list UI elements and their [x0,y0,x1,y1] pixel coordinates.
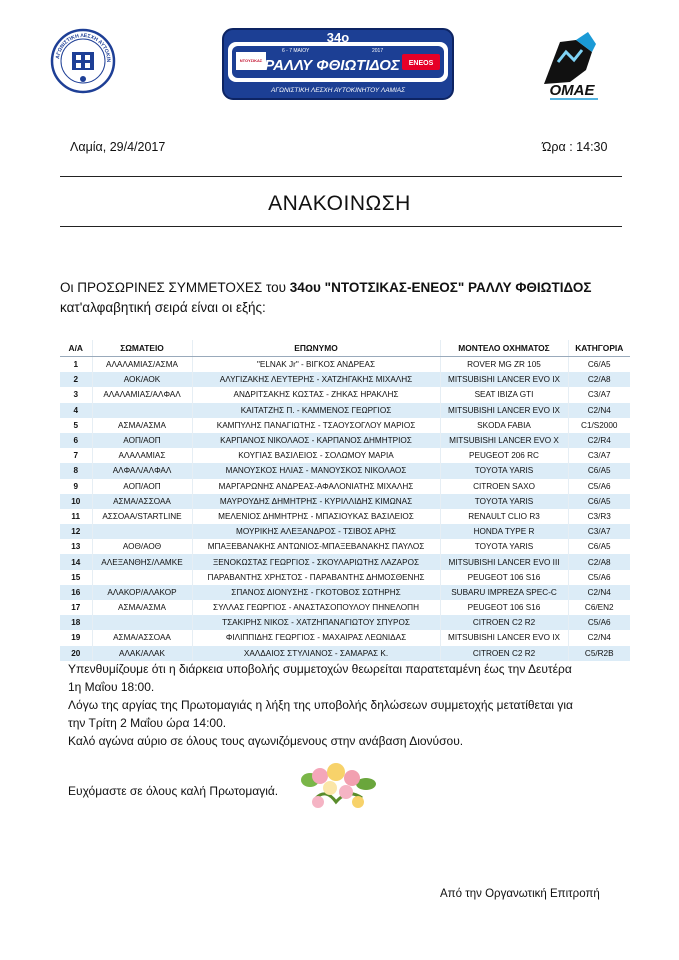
omae-logo [530,22,614,106]
table-row [60,600,630,615]
intro-line-1 [60,278,630,298]
cell-number: 8 [60,463,92,478]
cell-club: ΑΛΕΞΑΝΘΗΣ/ΛΑΜΚΕ [92,554,192,569]
document-date: Λαμία, 29/4/2017 [70,140,166,154]
document-time: Ώρα : 14:30 [542,140,608,154]
table-row [60,509,630,524]
cell-crew: ΧΑΛΔΑΙΟΣ ΣΤΥΛΙΑΝΟΣ - ΣΑΜΑΡΑΣ Κ. [192,646,440,661]
cell-category: C5/A6 [568,570,630,585]
note-line-3: Λόγω της αργίας της Πρωτομαγιάς η λήξη της υποβολής δηλώσεων συμμετοχής μετατίθεται για [68,698,573,712]
intro-bold: 34ου [289,280,321,295]
cell-number: 12 [60,524,92,539]
note-line-4: την Τρίτη 2 Μαΐου ώρα 14:00. [68,716,227,730]
table-row [60,615,630,630]
cell-car-model: TOYOTA YARIS [440,463,568,478]
cell-crew: ΚΑΡΠΑΝΟΣ ΝΙΚΟΛΑΟΣ - ΚΑΡΠΑΝΟΣ ΔΗΜΗΤΡΙΟΣ [192,433,440,448]
cell-car-model: SEAT IBIZA GTI [440,387,568,402]
cell-crew: "ELNAK Jr" - ΒΙΓΚΟΣ ΑΝΔΡΕΑΣ [192,357,440,373]
cell-category: C5/R2B [568,646,630,661]
cell-club [92,524,192,539]
cell-category: C3/R3 [568,509,630,524]
table-body [60,357,630,661]
cell-category: C2/N4 [568,630,630,645]
cell-car-model: ROVER MG ZR 105 [440,357,568,373]
omae-logo-icon [530,22,614,106]
cell-crew: ΜΕΛΕΝΙΟΣ ΔΗΜΗΤΡΗΣ - ΜΠΑΣΙΟΥΚΑΣ ΒΑΣΙΛΕΙΟΣ [192,509,440,524]
cell-category: C2/N4 [568,585,630,600]
cell-number: 6 [60,433,92,448]
cell-number: 15 [60,570,92,585]
cell-crew: ΜΑΥΡΟΥΔΗΣ ΔΗΜΗΤΡΗΣ - ΚΥΡΙΛΛΙΔΗΣ ΚΙΜΩΝΑΣ [192,494,440,509]
rally-banner-logo [222,28,454,100]
cell-category: C2/A8 [568,372,630,387]
cell-club: ΑΛΦΑΛ/ΑΛΦΑΛ [92,463,192,478]
table-row [60,494,630,509]
cell-car-model: PEUGEOT 106 S16 [440,600,568,615]
banner-year: 2017 [372,48,384,54]
cell-number: 5 [60,418,92,433]
table-row [60,524,630,539]
cell-club [92,570,192,585]
cell-car-model: RENAULT CLIO R3 [440,509,568,524]
table-header-row [60,340,630,357]
header-club: ΣΩΜΑΤΕΙΟ [92,340,192,357]
header-category: ΚΑΤΗΓΟΡΙΑ [568,340,630,357]
cell-club: ΑΛΑΛΑΜΙΑΣ/ΑΣΜΑ [92,357,192,373]
cell-car-model: PEUGEOT 106 S16 [440,570,568,585]
cell-car-model: MITSUBISHI LANCER EVO IX [440,403,568,418]
header-car-model: ΜΟΝΤΕΛΟ ΟΧΗΜΑΤΟΣ [440,340,568,357]
cell-category: C2/A8 [568,554,630,569]
cell-number: 4 [60,403,92,418]
banner-dates: 6 - 7 ΜΑΙΟΥ [282,48,310,54]
cell-crew: ΦΙΛΙΠΠΙΔΗΣ ΓΕΩΡΓΙΟΣ - ΜΑΧΑΙΡΑΣ ΛΕΩΝΙΔΑΣ [192,630,440,645]
cell-number: 10 [60,494,92,509]
cell-car-model: SKODA FABIA [440,418,568,433]
cell-club: ΑΣΜΑ/ΑΣΜΑ [92,418,192,433]
banner-edition: 34ο [326,30,350,45]
club-seal-text: ΑΓΩΝΙΣΤΙΚΗ ΛΕΣΧΗ ΑΥΤΟΚΙΝ [55,32,112,63]
cell-club: ΑΛΑΛΑΜΙΑΣ/ΑΛΦΑΛ [92,387,192,402]
table-row [60,630,630,645]
entries-table-wrapper [60,340,630,661]
document-title: ΑΝΑΚΟΙΝΩΣΗ [268,192,411,215]
cell-crew: ΚΟΥΓΙΑΣ ΒΑΣΙΛΕΙΟΣ - ΣΟΛΩΜΟΥ ΜΑΡΙΑ [192,448,440,463]
note-line-1: Υπενθυμίζουμε ότι η διάρκεια υποβολής συμμετοχών θεωρείται παρατεταμένη έως την Δευτέρα [68,662,572,676]
cell-car-model: MITSUBISHI LANCER EVO IX [440,630,568,645]
cell-car-model: CITROEN C2 R2 [440,615,568,630]
cell-category: C6/A5 [568,463,630,478]
cell-category: C6/A5 [568,494,630,509]
cell-crew: ΣΠΑΝΟΣ ΔΙΟΝΥΣΗΣ - ΓΚΟΤΟΒΟΣ ΣΩΤΗΡΗΣ [192,585,440,600]
table-row [60,433,630,448]
cell-category: C5/A6 [568,615,630,630]
cell-number: 16 [60,585,92,600]
table-row [60,387,630,402]
cell-car-model: HONDA TYPE R [440,524,568,539]
divider-top [60,176,622,177]
cell-category: C2/R4 [568,433,630,448]
note-line-5: Καλό αγώνα αύριο σε όλους τους αγωνιζόμενους στην ανάβαση Διονύσου. [68,734,464,748]
cell-number: 11 [60,509,92,524]
cell-club: ΑΣΣΟΑΑ/STARTLINE [92,509,192,524]
cell-number: 13 [60,539,92,554]
intro-part-2: "ΝΤΟΤΣΙΚΑΣ-ΕΝΕΟΣ" ΡΑΛΛΥ ΦΘΙΩΤΙΔΟΣ [320,280,592,295]
cell-crew: ΜΑΝΟΥΣΚΟΣ ΗΛΙΑΣ - ΜΑΝΟΥΣΚΟΣ ΝΙΚΟΛΑΟΣ [192,463,440,478]
cell-crew: ΜΑΡΓΑΡΩΝΗΣ ΑΝΔΡΕΑΣ-ΑΦΑΛΟΝΙΑΤΗΣ ΜΙΧΑΛΗΣ [192,479,440,494]
header-number: Α/Α [60,340,92,357]
cell-category: C2/N4 [568,403,630,418]
cell-car-model: CITROEN C2 R2 [440,646,568,661]
cell-number: 1 [60,357,92,373]
table-row [60,403,630,418]
cell-club: ΑΣΜΑ/ΑΣΜΑ [92,600,192,615]
club-seal-icon [50,28,116,94]
cell-club: ΑΛΑΚ/ΑΛΑΚ [92,646,192,661]
cell-category: C5/A6 [568,479,630,494]
cell-crew: ΚΑΜΠΥΛΗΣ ΠΑΝΑΓΙΩΤΗΣ - ΤΣΑΟΥΣΟΓΛΟΥ ΜΑΡΙΟΣ [192,418,440,433]
cell-crew: ΤΣΑΚΙΡΗΣ ΝΙΚΟΣ - ΧΑΤΖΗΠΑΝΑΓΙΩΤΟΥ ΣΠΥΡΟΣ [192,615,440,630]
divider-bottom [60,226,622,227]
table-row [60,372,630,387]
table-row [60,646,630,661]
intro-paragraph [60,278,630,318]
intro-part-1: Οι ΠΡΟΣΩΡΙΝΕΣ ΣΥΜΜΕΤΟΧΕΣ του [60,280,290,295]
table-row [60,570,630,585]
cell-category: C3/A7 [568,387,630,402]
table-row [60,539,630,554]
cell-category: C3/A7 [568,524,630,539]
wish-text: Ευχόμαστε σε όλους καλή Πρωτομαγιά. [68,784,279,798]
cell-car-model: MITSUBISHI LANCER EVO IX [440,372,568,387]
cell-category: C6/A5 [568,357,630,373]
omae-logo-text: ΟΜΑΕ [549,82,595,99]
cell-crew: ΚΑΙΤΑΤΖΗΣ Π. - ΚΑΜΜΕΝΟΣ ΓΕΩΡΓΙΟΣ [192,403,440,418]
signature: Από την Οργανωτική Επιτροπή [440,888,600,900]
banner-sponsor-left: ΝΤΟΥΣΙΚΑΣ [239,58,263,63]
table-row [60,357,630,373]
table-row [60,585,630,600]
club-seal-logo [50,28,116,94]
intro-line-2: κατ'αλφαβητική σειρά είναι οι εξής: [60,300,266,315]
cell-club: ΑΟΚ/ΑΟΚ [92,372,192,387]
cell-number: 19 [60,630,92,645]
header-crew: ΕΠΩΝΥΜΟ [192,340,440,357]
cell-category: C6/EN2 [568,600,630,615]
cell-number: 9 [60,479,92,494]
cell-car-model: MITSUBISHI LANCER EVO X [440,433,568,448]
cell-club: ΑΟΠ/ΑΟΠ [92,433,192,448]
cell-car-model: SUBARU IMPREZA SPEC-C [440,585,568,600]
table-row [60,448,630,463]
banner-name: ΡΑΛΛΥ ΦΘΙΩΤΙΔΟΣ [264,57,400,74]
cell-club: ΑΣΜΑ/ΑΣΣΟΑΑ [92,630,192,645]
cell-club: ΑΟΠ/ΑΟΠ [92,479,192,494]
cell-car-model: TOYOTA YARIS [440,539,568,554]
cell-club: ΑΛΑΚΟΡ/ΑΛΑΚΟΡ [92,585,192,600]
banner-subtitle: ΑΓΩΝΙΣΤΙΚΗ ΛΕΣΧΗ ΑΥΤΟΚΙΝΗΤΟΥ ΛΑΜΙΑΣ [270,87,406,94]
table-row [60,463,630,478]
cell-category: C6/A5 [568,539,630,554]
cell-club [92,403,192,418]
cell-car-model: MITSUBISHI LANCER EVO III [440,554,568,569]
cell-crew: ΜΟΥΡΙΚΗΣ ΑΛΕΞΑΝΔΡΟΣ - ΤΣΙΒΟΣ ΑΡΗΣ [192,524,440,539]
cell-crew: ΑΛΥΓΙΖΑΚΗΣ ΛΕΥΤΕΡΗΣ - ΧΑΤΖΗΓΑΚΗΣ ΜΙΧΑΛΗΣ [192,372,440,387]
cell-number: 3 [60,387,92,402]
cell-number: 7 [60,448,92,463]
note-line-2: 1η Μαΐου 18:00. [68,680,155,694]
cell-club: ΑΣΜΑ/ΑΣΣΟΑΑ [92,494,192,509]
cell-crew: ΞΕΝΟΚΩΣΤΑΣ ΓΕΩΡΓΙΟΣ - ΣΚΟΥΛΑΡΙΩΤΗΣ ΛΑΖΑΡΟΣ [192,554,440,569]
cell-club: ΑΛΑΛΑΜΙΑΣ [92,448,192,463]
cell-crew: ΜΠΑΞΕΒΑΝΑΚΗΣ ΑΝΤΩΝΙΟΣ-ΜΠΑΞΕΒΑΝΑΚΗΣ ΠΑΥΛΟΣ [192,539,440,554]
table-row [60,554,630,569]
cell-category: C3/A7 [568,448,630,463]
cell-crew: ΠΑΡΑΒΑΝΤΗΣ ΧΡΗΣΤΟΣ - ΠΑΡΑΒΑΝΤΗΣ ΔΗΜΟΣΘΕΝΗΣ [192,570,440,585]
entries-table [60,340,630,661]
cell-car-model: TOYOTA YARIS [440,494,568,509]
cell-club [92,615,192,630]
table-row [60,479,630,494]
cell-category: C1/S2000 [568,418,630,433]
cell-car-model: PEUGEOT 206 RC [440,448,568,463]
cell-number: 20 [60,646,92,661]
cell-car-model: CITROEN SAXO [440,479,568,494]
flower-bouquet-icon [296,758,382,818]
cell-number: 17 [60,600,92,615]
table-row [60,418,630,433]
cell-crew: ΑΝΔΡΙΤΣΑΚΗΣ ΚΩΣΤΑΣ - ΖΗΚΑΣ ΗΡΑΚΛΗΣ [192,387,440,402]
cell-number: 18 [60,615,92,630]
cell-number: 2 [60,372,92,387]
notes-block [68,660,628,750]
cell-number: 14 [60,554,92,569]
cell-club: ΑΟΘ/ΑΟΘ [92,539,192,554]
cell-crew: ΣΥΛΛΑΣ ΓΕΩΡΓΙΟΣ - ΑΝΑΣΤΑΣΟΠΟΥΛΟΥ ΠΗΝΕΛΟΠΗ [192,600,440,615]
banner-sponsor-right: ENEOS [408,60,434,67]
